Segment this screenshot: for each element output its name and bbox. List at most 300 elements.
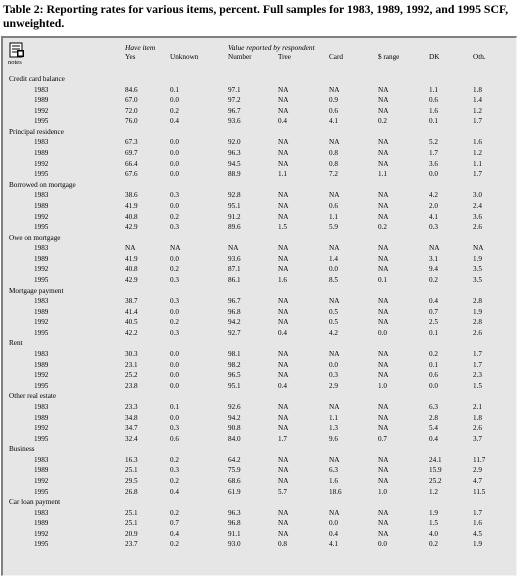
cell-dollar-range: NA: [378, 106, 389, 115]
table-row: [3, 116, 516, 127]
cell-number: 89.6: [228, 223, 241, 232]
cell-tree: 1.5: [278, 223, 287, 232]
cell-year: 1995: [34, 223, 49, 232]
cell-card: 0.0: [329, 265, 338, 274]
cell-number: NA: [228, 244, 239, 253]
cell-unknown: 0.0: [170, 371, 179, 380]
cell-year: 1992: [34, 265, 49, 274]
cell-tree: NA: [278, 138, 289, 147]
cell-year: 1983: [34, 350, 49, 359]
cell-dollar-range: NA: [378, 455, 389, 464]
table-row: [3, 518, 516, 529]
cell-year: 1983: [34, 244, 49, 253]
cell-year: 1989: [34, 201, 49, 210]
table-row: [3, 254, 516, 265]
cell-unknown: 0.3: [170, 297, 179, 306]
cell-other: 3.7: [473, 434, 482, 443]
cell-year: 1989: [34, 413, 49, 422]
cell-dollar-range: NA: [378, 371, 389, 380]
cell-tree: NA: [278, 307, 289, 316]
cell-number: 93.6: [228, 254, 241, 263]
cell-dollar-range: NA: [378, 212, 389, 221]
cell-number: 93.0: [228, 540, 241, 549]
cell-card: 4.1: [329, 117, 338, 126]
column-header-dk: DK: [429, 53, 440, 61]
table-row: [3, 264, 516, 275]
table-frame: [1, 36, 517, 576]
cell-tree: 0.4: [278, 117, 287, 126]
table-row: [3, 137, 516, 148]
table-row: [3, 106, 516, 117]
cell-card: 0.8: [329, 159, 338, 168]
cell-unknown: 0.0: [170, 159, 179, 168]
cell-card: 0.6: [329, 201, 338, 210]
cell-number: 75.9: [228, 466, 241, 475]
cell-yes: 34.8: [125, 413, 138, 422]
cell-other: 1.6: [473, 519, 482, 528]
cell-dollar-range: NA: [378, 350, 389, 359]
table-row: [3, 307, 516, 318]
cell-dk: 0.1: [429, 360, 438, 369]
table-row: [3, 434, 516, 445]
cell-other: 1.6: [473, 138, 482, 147]
section-row: [3, 444, 516, 455]
cell-other: NA: [473, 244, 484, 253]
cell-tree: NA: [278, 476, 289, 485]
cell-number: 94.2: [228, 413, 241, 422]
cell-dk: NA: [429, 244, 440, 253]
cell-tree: 0.4: [278, 328, 287, 337]
cell-year: 1995: [34, 487, 49, 496]
cell-number: 98.2: [228, 360, 241, 369]
cell-other: 1.5: [473, 381, 482, 390]
cell-year: 1989: [34, 466, 49, 475]
cell-card: 0.6: [329, 106, 338, 115]
cell-dk: 0.1: [429, 328, 438, 337]
cell-tree: NA: [278, 529, 289, 538]
cell-yes: 67.3: [125, 138, 138, 147]
cell-dollar-range: 1.0: [378, 487, 387, 496]
cell-dollar-range: NA: [378, 318, 389, 327]
table-row: [3, 539, 516, 550]
cell-dk: 9.4: [429, 265, 438, 274]
cell-dollar-range: NA: [378, 402, 389, 411]
cell-dk: 3.6: [429, 159, 438, 168]
cell-unknown: 0.6: [170, 434, 179, 443]
table-row: [3, 381, 516, 392]
cell-year: 1992: [34, 318, 49, 327]
cell-dollar-range: NA: [378, 297, 389, 306]
cell-year: 1989: [34, 360, 49, 369]
cell-other: 2.9: [473, 466, 482, 475]
cell-card: 0.4: [329, 529, 338, 538]
cell-yes: 25.2: [125, 371, 138, 380]
cell-year: 1983: [34, 402, 49, 411]
cell-other: 2.4: [473, 201, 482, 210]
cell-yes: 40.5: [125, 318, 138, 327]
cell-yes: 72.0: [125, 106, 138, 115]
cell-year: 1983: [34, 455, 49, 464]
cell-card: 4.1: [329, 540, 338, 549]
section-row: [3, 391, 516, 402]
cell-yes: 42.9: [125, 223, 138, 232]
column-header-dollar-range: $ range: [378, 53, 400, 61]
cell-unknown: 0.2: [170, 540, 179, 549]
table-row: [3, 508, 516, 519]
table-body: [3, 74, 516, 550]
cell-unknown: 0.4: [170, 117, 179, 126]
cell-dk: 0.4: [429, 297, 438, 306]
cell-yes: 25.1: [125, 508, 138, 517]
cell-tree: NA: [278, 96, 289, 105]
cell-unknown: 0.0: [170, 350, 179, 359]
cell-dk: 0.1: [429, 117, 438, 126]
cell-yes: 30.3: [125, 350, 138, 359]
cell-other: 1.1: [473, 159, 482, 168]
cell-unknown: 0.0: [170, 413, 179, 422]
section-title: Other real estate: [9, 392, 57, 401]
cell-yes: 25.1: [125, 466, 138, 475]
cell-other: 3.5: [473, 265, 482, 274]
cell-unknown: 0.3: [170, 223, 179, 232]
table-row: [3, 317, 516, 328]
cell-year: 1983: [34, 191, 49, 200]
cell-unknown: 0.2: [170, 508, 179, 517]
cell-number: 68.6: [228, 476, 241, 485]
cell-tree: NA: [278, 244, 289, 253]
cell-dollar-range: NA: [378, 466, 389, 475]
cell-tree: NA: [278, 201, 289, 210]
column-header-unknown: Unknown: [170, 53, 199, 61]
cell-tree: NA: [278, 424, 289, 433]
cell-unknown: 0.1: [170, 85, 179, 94]
cell-other: 11.7: [473, 455, 486, 464]
cell-unknown: 0.3: [170, 328, 179, 337]
cell-tree: NA: [278, 212, 289, 221]
cell-year: 1992: [34, 529, 49, 538]
cell-year: 1992: [34, 106, 49, 115]
cell-card: 7.2: [329, 170, 338, 179]
cell-dollar-range: NA: [378, 159, 389, 168]
notes-label[interactable]: notes: [8, 59, 22, 66]
cell-other: 1.8: [473, 85, 482, 94]
cell-number: 96.5: [228, 371, 241, 380]
cell-dollar-range: NA: [378, 360, 389, 369]
cell-other: 1.8: [473, 413, 482, 422]
cell-card: 0.5: [329, 307, 338, 316]
cell-dk: 0.3: [429, 223, 438, 232]
cell-number: 96.3: [228, 149, 241, 158]
column-header-yes: Yes: [125, 53, 136, 61]
section-row: [3, 180, 516, 191]
cell-number: 96.3: [228, 508, 241, 517]
cell-dollar-range: NA: [378, 529, 389, 538]
cell-number: 92.7: [228, 328, 241, 337]
cell-card: 1.3: [329, 424, 338, 433]
cell-number: 61.9: [228, 487, 241, 496]
cell-other: 2.6: [473, 424, 482, 433]
cell-yes: 23.8: [125, 381, 138, 390]
group-header-have-item: Have item: [125, 43, 156, 52]
cell-card: 0.5: [329, 318, 338, 327]
cell-dollar-range: NA: [378, 201, 389, 210]
cell-tree: NA: [278, 265, 289, 274]
cell-unknown: 0.2: [170, 476, 179, 485]
cell-number: 94.5: [228, 159, 241, 168]
cell-unknown: 0.0: [170, 149, 179, 158]
cell-other: 1.7: [473, 350, 482, 359]
cell-dollar-range: NA: [378, 138, 389, 147]
cell-card: 1.1: [329, 413, 338, 422]
cell-card: 8.5: [329, 275, 338, 284]
cell-tree: NA: [278, 159, 289, 168]
cell-yes: 38.6: [125, 191, 138, 200]
table-row: [3, 169, 516, 180]
cell-dk: 4.1: [429, 212, 438, 221]
table-row: [3, 296, 516, 307]
cell-other: 1.9: [473, 540, 482, 549]
cell-dk: 3.1: [429, 254, 438, 263]
cell-year: 1995: [34, 540, 49, 549]
cell-unknown: 0.0: [170, 170, 179, 179]
cell-dk: 1.2: [429, 487, 438, 496]
cell-dk: 0.2: [429, 350, 438, 359]
cell-dollar-range: NA: [378, 424, 389, 433]
table-row: [3, 212, 516, 223]
cell-other: 2.8: [473, 297, 482, 306]
cell-year: 1989: [34, 96, 49, 105]
cell-other: 1.7: [473, 170, 482, 179]
cell-yes: 40.8: [125, 212, 138, 221]
cell-other: 1.2: [473, 149, 482, 158]
cell-card: NA: [329, 85, 340, 94]
table-row: [3, 243, 516, 254]
cell-unknown: 0.2: [170, 106, 179, 115]
cell-other: 1.2: [473, 106, 482, 115]
table-caption: Table 2: Reporting rates for various items, percent. Full samples for 1983, 1989, 1992, and 1995 SCF, unweighted.: [3, 2, 509, 30]
cell-year: 1989: [34, 149, 49, 158]
section-title: Rent: [9, 339, 23, 348]
cell-dk: 15.9: [429, 466, 442, 475]
cell-dollar-range: NA: [378, 254, 389, 263]
cell-year: 1989: [34, 307, 49, 316]
cell-dk: 0.6: [429, 371, 438, 380]
cell-card: 6.3: [329, 466, 338, 475]
cell-yes: 23.3: [125, 402, 138, 411]
cell-yes: 67.6: [125, 170, 138, 179]
cell-other: 4.7: [473, 476, 482, 485]
cell-card: 18.6: [329, 487, 342, 496]
column-header-tree: Tree: [278, 53, 291, 61]
cell-card: NA: [329, 350, 340, 359]
cell-dollar-range: NA: [378, 149, 389, 158]
cell-dk: 6.3: [429, 402, 438, 411]
cell-other: 11.5: [473, 487, 486, 496]
cell-card: NA: [329, 402, 340, 411]
cell-tree: 0.4: [278, 381, 287, 390]
cell-other: 2.1: [473, 402, 482, 411]
cell-number: 96.7: [228, 297, 241, 306]
cell-year: 1983: [34, 508, 49, 517]
table-row: [3, 476, 516, 487]
cell-number: 96.7: [228, 106, 241, 115]
cell-card: 2.9: [329, 381, 338, 390]
cell-dollar-range: NA: [378, 508, 389, 517]
cell-other: 1.7: [473, 360, 482, 369]
section-title: Car loan payment: [9, 498, 61, 507]
cell-number: 92.6: [228, 402, 241, 411]
cell-dk: 0.7: [429, 307, 438, 316]
cell-unknown: 0.0: [170, 201, 179, 210]
cell-tree: 1.7: [278, 434, 287, 443]
cell-year: 1992: [34, 212, 49, 221]
table-row: [3, 349, 516, 360]
cell-card: 1.4: [329, 254, 338, 263]
cell-number: 91.2: [228, 212, 241, 221]
cell-year: 1992: [34, 159, 49, 168]
cell-year: 1992: [34, 424, 49, 433]
cell-unknown: 0.2: [170, 265, 179, 274]
cell-unknown: 0.2: [170, 212, 179, 221]
section-row: [3, 233, 516, 244]
cell-yes: 16.3: [125, 455, 138, 464]
table-row: [3, 275, 516, 286]
table-row: [3, 370, 516, 381]
cell-number: 93.6: [228, 117, 241, 126]
cell-year: 1995: [34, 170, 49, 179]
table-row: [3, 222, 516, 233]
cell-tree: 0.8: [278, 540, 287, 549]
cell-tree: 5.7: [278, 487, 287, 496]
cell-tree: NA: [278, 85, 289, 94]
cell-dollar-range: 0.2: [378, 117, 387, 126]
cell-card: 9.6: [329, 434, 338, 443]
cell-number: 95.1: [228, 381, 241, 390]
cell-other: 1.4: [473, 96, 482, 105]
cell-card: 0.0: [329, 519, 338, 528]
table-row: [3, 85, 516, 96]
cell-card: 0.9: [329, 96, 338, 105]
cell-dollar-range: NA: [378, 96, 389, 105]
cell-yes: 76.0: [125, 117, 138, 126]
cell-dk: 5.2: [429, 138, 438, 147]
cell-tree: NA: [278, 149, 289, 158]
cell-yes: 29.5: [125, 476, 138, 485]
cell-yes: 32.4: [125, 434, 138, 443]
table-row: [3, 159, 516, 170]
cell-number: 90.8: [228, 424, 241, 433]
cell-card: 0.0: [329, 360, 338, 369]
column-header-card: Card: [329, 53, 343, 61]
cell-year: 1995: [34, 381, 49, 390]
cell-card: 1.1: [329, 212, 338, 221]
cell-tree: NA: [278, 519, 289, 528]
cell-tree: NA: [278, 106, 289, 115]
cell-tree: NA: [278, 466, 289, 475]
cell-dk: 5.4: [429, 424, 438, 433]
cell-other: 2.8: [473, 318, 482, 327]
cell-dk: 0.0: [429, 170, 438, 179]
section-title: Borrowed on mortgage: [9, 180, 76, 189]
cell-number: 97.2: [228, 96, 241, 105]
cell-unknown: 0.0: [170, 360, 179, 369]
cell-number: 96.8: [228, 519, 241, 528]
cell-dollar-range: NA: [378, 85, 389, 94]
cell-card: 1.6: [329, 476, 338, 485]
cell-unknown: 0.3: [170, 466, 179, 475]
cell-unknown: 0.3: [170, 275, 179, 284]
cell-unknown: 0.0: [170, 381, 179, 390]
cell-dk: 0.0: [429, 381, 438, 390]
cell-dollar-range: NA: [378, 519, 389, 528]
cell-dk: 1.6: [429, 106, 438, 115]
cell-dollar-range: 0.0: [378, 328, 387, 337]
cell-yes: 23.1: [125, 360, 138, 369]
cell-tree: NA: [278, 318, 289, 327]
cell-tree: NA: [278, 350, 289, 359]
cell-yes: NA: [125, 244, 136, 253]
section-row: [3, 497, 516, 508]
cell-yes: 41.4: [125, 307, 138, 316]
cell-card: 0.8: [329, 149, 338, 158]
cell-tree: NA: [278, 360, 289, 369]
cell-other: 1.9: [473, 307, 482, 316]
cell-unknown: 0.7: [170, 519, 179, 528]
section-title: Credit card balance: [9, 75, 65, 83]
cell-card: NA: [329, 138, 340, 147]
cell-unknown: 0.0: [170, 96, 179, 105]
cell-number: 92.8: [228, 191, 241, 200]
cell-dollar-range: NA: [378, 413, 389, 422]
section-title: Principal residence: [9, 127, 64, 136]
cell-card: NA: [329, 455, 340, 464]
cell-yes: 66.4: [125, 159, 138, 168]
column-header-other: Oth.: [473, 53, 486, 61]
cell-dk: 25.2: [429, 476, 442, 485]
cell-year: 1983: [34, 297, 49, 306]
cell-number: 91.1: [228, 529, 241, 538]
cell-yes: 34.7: [125, 424, 138, 433]
cell-other: 3.6: [473, 212, 482, 221]
cell-number: 98.1: [228, 350, 241, 359]
cell-yes: 84.6: [125, 85, 138, 94]
cell-card: NA: [329, 191, 340, 200]
table-row: [3, 529, 516, 540]
cell-unknown: 0.3: [170, 191, 179, 200]
cell-other: 2.6: [473, 328, 482, 337]
cell-number: 92.0: [228, 138, 241, 147]
section-row: [3, 74, 516, 85]
cell-dk: 24.1: [429, 455, 442, 464]
cell-tree: NA: [278, 297, 289, 306]
cell-yes: 40.8: [125, 265, 138, 274]
cell-unknown: 0.2: [170, 455, 179, 464]
cell-dollar-range: NA: [378, 191, 389, 200]
cell-dollar-range: 1.0: [378, 381, 387, 390]
cell-year: 1992: [34, 371, 49, 380]
table-row: [3, 95, 516, 106]
cell-card: NA: [329, 297, 340, 306]
cell-dk: 1.7: [429, 149, 438, 158]
cell-other: 1.7: [473, 508, 482, 517]
table-row: [3, 413, 516, 424]
cell-dk: 1.1: [429, 85, 438, 94]
table-row: [3, 360, 516, 371]
table-row: [3, 190, 516, 201]
cell-other: 2.3: [473, 371, 482, 380]
group-header-value-reported: Value reported by respondent: [228, 43, 315, 52]
cell-number: 86.1: [228, 275, 241, 284]
